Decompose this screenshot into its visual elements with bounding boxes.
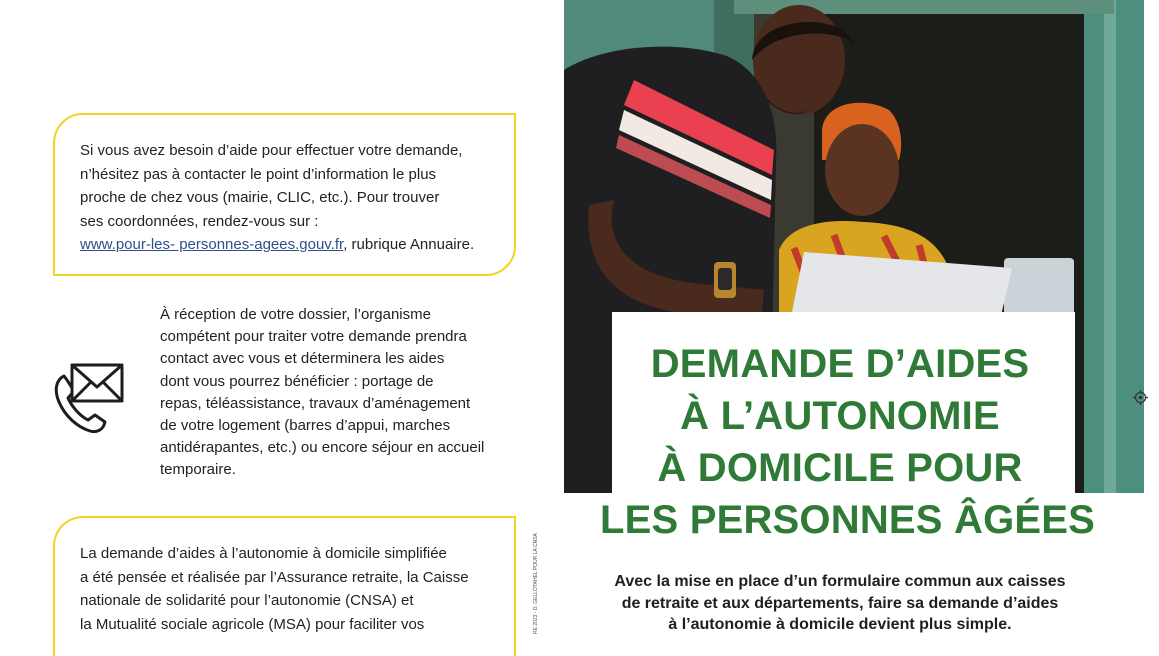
title-line: LES PERSONNES ÂGÉES	[600, 498, 1096, 542]
info-link-suffix: , rubrique Annuaire.	[343, 236, 475, 253]
info-link-line	[80, 233, 494, 257]
subtitle-line: de retraite et aux départements, faire sa demande d’aides	[621, 594, 1059, 612]
crosshair-icon[interactable]	[1133, 390, 1148, 405]
title-line: À DOMICILE POUR	[657, 446, 1023, 490]
reception-line: de votre logement (barres d’appui, marches	[160, 417, 451, 435]
photo-credit: RE 2023 - D. GELLOTAHEL POUR LA CNSA	[533, 533, 539, 634]
info-line: n’hésitez pas à contacter le point d’information le plus	[80, 165, 437, 183]
mail-phone-icon	[50, 360, 128, 434]
reception-line: compétent pour traiter votre demande prendra	[160, 328, 467, 346]
info-line: Si vous avez besoin d’aide pour effectuer votre demande,	[80, 142, 463, 159]
subtitle-line: à l’autonomie à domicile devient plus simple.	[668, 616, 1012, 633]
credits-line: La demande d’aides à l’autonomie à domicile simplifiée	[80, 545, 447, 562]
page-title	[600, 338, 1096, 546]
credits-line: nationale de solidarité pour l’autonomie (CNSA) et	[80, 592, 414, 609]
annuaire-link[interactable]: www.pour-les- personnes-agees.gouv.fr	[80, 236, 344, 253]
reception-line: À réception de votre dossier, l’organisme	[160, 306, 431, 323]
info-line: ses coordonnées, rendez-vous sur :	[80, 212, 319, 230]
credits-line: la Mutualité sociale agricole (MSA) pour faciliter vos	[80, 615, 425, 633]
info-line: proche de chez vous (mairie, CLIC, etc.). Pour trouver	[80, 189, 440, 206]
credits-box	[53, 516, 516, 656]
reception-line: contact avec vous et déterminera les aides	[160, 350, 445, 368]
reception-line: antidérapantes, etc.) ou encore séjour en accueil	[160, 439, 485, 457]
title-line: À L’AUTONOMIE	[680, 394, 1000, 438]
reception-line: dont vous pourrez bénéficier : portage de	[160, 372, 434, 390]
subtitle-line: Avec la mise en place d’un formulaire commun aux caisses	[614, 573, 1066, 590]
reception-line: temporaire.	[160, 461, 236, 479]
reception-paragraph	[160, 304, 520, 482]
info-box	[53, 113, 516, 276]
reception-line: repas, téléassistance, travaux d’aménagement	[160, 394, 471, 412]
subtitle	[598, 571, 1082, 636]
title-line: DEMANDE D’AIDES	[650, 342, 1030, 386]
credits-line: a été pensée et réalisée par l’Assurance retraite, la Caisse	[80, 568, 469, 586]
